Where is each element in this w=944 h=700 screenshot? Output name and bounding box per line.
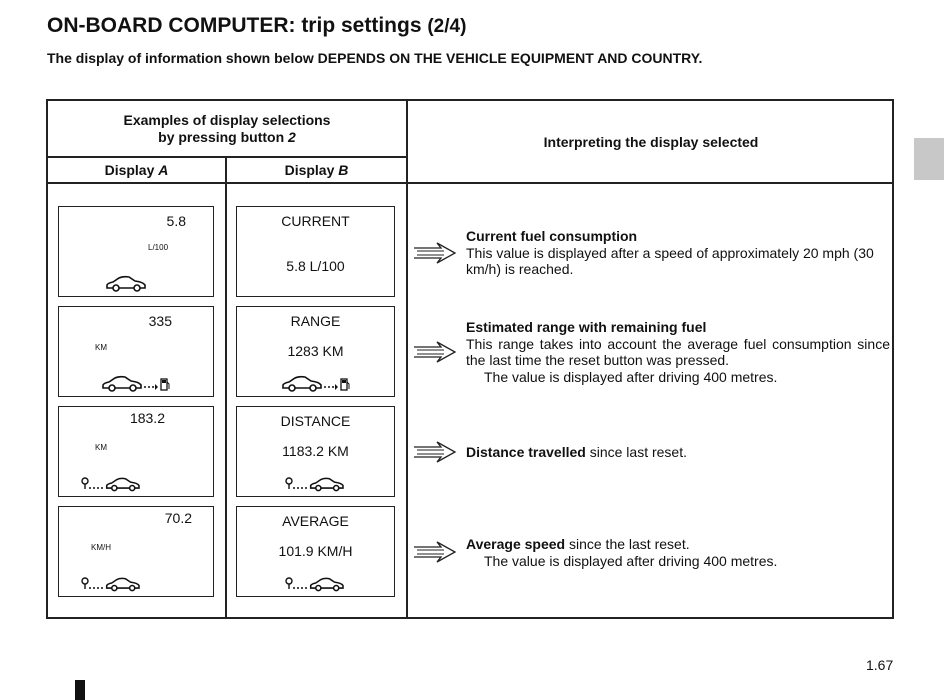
description-note: The value is displayed after driving 400 metres.: [484, 368, 778, 385]
car-icon: [105, 275, 149, 293]
display-a-screen-average: [58, 506, 214, 597]
display-a-value: 335: [148, 313, 172, 329]
header-interpreting: Interpreting the display selected: [543, 134, 759, 150]
display-a-unit: KM/H: [91, 543, 111, 552]
description-body: This value is displayed after a speed of approximately 20 mph (30 km/h) is reached.: [466, 244, 874, 277]
section-side-tab: [914, 138, 944, 180]
double-arrow-icon: [413, 340, 457, 364]
display-a-screen-range: [58, 306, 214, 397]
display-b-label: CURRENT: [281, 213, 350, 229]
header-display-b: Display B: [284, 162, 349, 178]
description-body: This range takes into account the average fuel consumption since the last time the reset button was pressed.: [466, 335, 890, 368]
description-heading: Distance travelled: [466, 444, 586, 460]
display-b-screen-range: [236, 306, 395, 397]
display-a-value: 5.8: [166, 213, 186, 229]
header-divider-left: [47, 156, 406, 158]
car-to-fuel-pump-icon: [281, 375, 351, 393]
display-a-unit: L/100: [148, 243, 169, 252]
display-b-label: AVERAGE: [282, 513, 349, 529]
page-subtitle: The display of information shown below DEPENDS ON THE VEHICLE EQUIPMENT AND COUNTRY.: [47, 50, 703, 66]
description-body: since last reset.: [585, 444, 687, 460]
display-b-value: 1183.2 KM: [282, 443, 349, 459]
display-b-label: RANGE: [290, 313, 341, 329]
pin-to-car-icon: [81, 575, 143, 593]
pin-to-car-icon: [285, 475, 347, 493]
display-b-value: 101.9 KM/H: [278, 543, 353, 559]
button-number: 2: [288, 129, 296, 145]
pin-to-car-icon: [81, 475, 143, 493]
page-corner-marker: [75, 680, 85, 700]
display-a-unit: KM: [95, 343, 107, 352]
description-body: since the last reset.: [565, 536, 690, 552]
display-a-value: 183.2: [129, 410, 165, 426]
display-b-value: 1283 KM: [287, 343, 344, 359]
display-a-screen-distance: [58, 406, 214, 497]
pin-to-car-icon: [285, 575, 347, 593]
header-examples: [48, 112, 406, 146]
display-b-screen-distance: [236, 406, 395, 497]
double-arrow-icon: [413, 241, 457, 265]
description-heading: Estimated range with remaining fuel: [466, 319, 707, 335]
title-page-fraction: (2/4): [427, 16, 467, 37]
display-b-screen-average: [236, 506, 395, 597]
description-estimated-range: [466, 319, 890, 385]
header-display-a: Display A: [104, 162, 169, 178]
car-to-fuel-pump-icon: [101, 375, 171, 393]
display-a-value: 70.2: [164, 510, 192, 526]
description-note: The value is displayed after driving 400 metres.: [484, 552, 778, 569]
description-heading: Average speed: [466, 536, 566, 552]
header-examples-line1: Examples of display selections: [123, 112, 331, 128]
display-b-screen-current: [236, 206, 395, 297]
description-average-speed: [466, 536, 890, 569]
header-divider-full: [47, 182, 893, 184]
double-arrow-icon: [413, 540, 457, 564]
double-arrow-icon: [413, 440, 457, 464]
display-a-unit: KM: [95, 443, 107, 452]
column-divider-main: [406, 100, 408, 618]
column-divider-displays: [225, 157, 227, 618]
display-a-screen-current: [58, 206, 214, 297]
display-b-value: 5.8 L/100: [286, 258, 345, 274]
page-number: 1.67: [866, 657, 894, 673]
description-heading: Current fuel consumption: [466, 228, 638, 244]
page-title: ON-BOARD COMPUTER: trip settings (2/4): [47, 14, 467, 37]
display-b-label: DISTANCE: [280, 413, 351, 429]
description-distance-travelled: [466, 444, 890, 461]
description-current-fuel: [466, 228, 890, 278]
header-examples-line2: by pressing button 2: [158, 129, 296, 145]
